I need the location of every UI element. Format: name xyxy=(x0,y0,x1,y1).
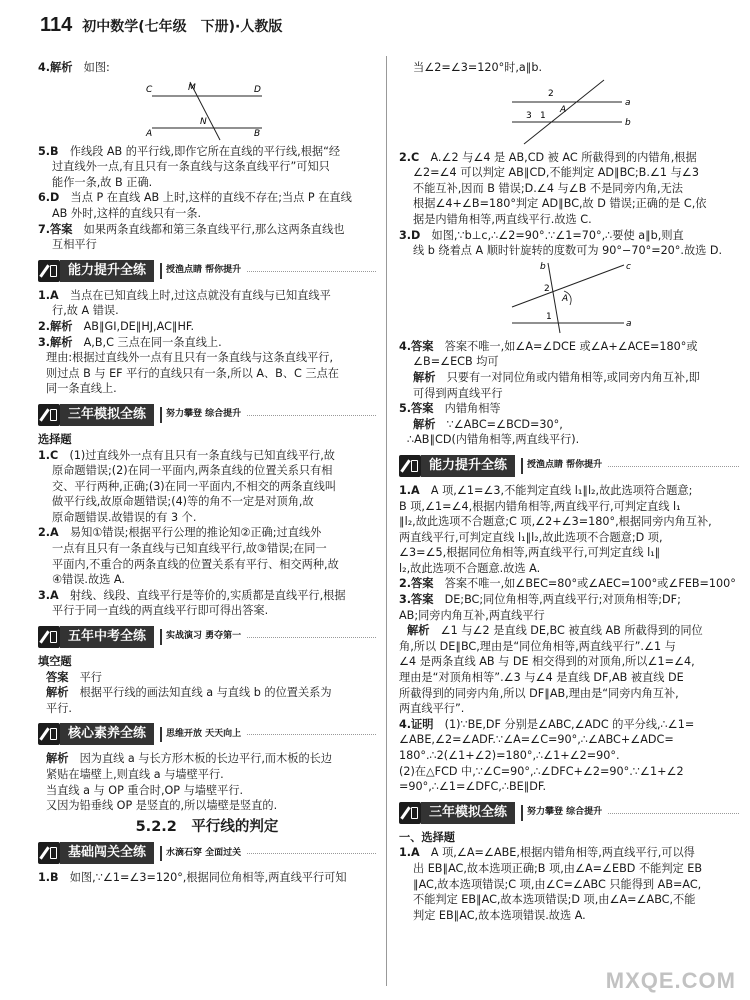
fill-title: 填空题 xyxy=(38,655,72,669)
figure-lines-a-b-transversal xyxy=(504,78,634,148)
pen-icon xyxy=(38,842,60,864)
answer-5: 5.B 作线段 AB 的平行线,即作它所在直线的平行线,根据“经 xyxy=(38,144,341,158)
svg-text:a: a xyxy=(625,97,631,108)
ability-3: 3.解析 A,B,C 三点在同一条直线上. xyxy=(38,335,222,349)
page-number: 114 xyxy=(40,14,73,36)
pen-icon xyxy=(38,404,60,426)
figure-rotation xyxy=(504,261,634,337)
section-banner-mock-right: 三年模拟全练 努力攀登 综合提升 xyxy=(399,802,739,824)
svg-text:1: 1 xyxy=(546,311,552,322)
svg-text:A: A xyxy=(562,293,569,304)
mock-1: 1.C (1)过直线外一点有且只有一条直线与已知直线平行,故 xyxy=(38,448,335,462)
right-column: 当∠2=∠3=120°时,a∥b. 2 A 3 1 a b 2.C A.∠2 与∠4 是 AB,CD 被 AC 所截得到的内错角,根据 ∠2=∠4 可以判定 AB∥CD,不能判定 AD∥BC;B.∠1 与∠3 不能互补,因而 B 错误;D.∠4 与∠B 不是同旁内角,无法 根据∠4+∠B=180°判定 AD∥BC,故 D 错误;正确的是 C,依 据是内错角相等,两直线平行.故选 C. 3.D 如图,∵b⊥c,∴∠2=90°.∵∠1=70°,∴要使 a∥b,则直 线 b 绕着点 A 顺时针旋转的度数可为 90°−70°=20°.故选 D. b c 2 A 1 a 4.答案 答案不唯一,如∠A=∠DCE 或∠A+∠ACE=180°或 ∠B=∠ECB 均可 解析 只要有一对同位角或内错角相等,或同旁内角互补,即 可得到两直线平行 5.答案 内错角相等 解析 ∵∠ABC=∠BCD=30°, ∴AB∥CD(内错角相等,两直线平行). 能力提升全练 授渔点睛 帮你提升 1.A A 项,∠1=∠3,不能判定直线 l₁∥l₂,故此选项符合题意; B 项,∠1=∠4,根据内错角相等,两直线平行,可判定直线 l₁ ∥l₂,故此选项不合题意;C 项,∠2+∠3=180°,根据同旁内角互补, 两直线平行,可判定直线 l₁∥l₂,故此选项不合题意;D 项, ∠3=∠5,根据同位角相等,两直线平行,可判定直线 l₁∥ l₂,故此选项不合题意.故选 A. 2.答案 答案不唯一,如∠BEC=80°或∠AEC=100°或∠FEB=100° 3.答案 DE;BC;同位角相等,两直线平行;对顶角相等;DF; AB;同旁内角互补,两直线平行 解析 ∠1 与∠2 是直线 DE,BC 被直线 AB 所截得到的同位 角,所以 DE∥BC,理由是“同位角相等,两直线平行”.∠1 与 ∠4 是两条直线 AB 与 DE 相交得到的对顶角,所以∠1=∠4, 理由是“对顶角相等”.∠3 与∠4 是直线 DF,AB 被直线 DE 所截得到的同旁内角,所以 DF∥AB,理由是“同旁内角互补, 两直线平行”. 4.证明 (1)∵BE,DF 分别是∠ABC,∠ADC 的平分线,∴∠1= ∠ABE,∠2=∠ADF.∵∠A=∠C=90°,∴∠ABC+∠ADC= 180°.∴2(∠1+∠2)=180°,∴∠1+∠2=90°. (2)在△FCD 中,∵∠C=90°,∴∠DFC+∠2=90°.∵∠1+∠2 =90°,∴∠1=∠DFC,∴BE∥DF. 三年模拟全练 努力攀登 综合提升 一、选择题 1.A A 项,∠A=∠ABE,根据内错角相等,两直线平行,可以得 出 EB∥AC,故本选项正确;B 项,由∠A=∠EBD 不能判定 EB ∥AC,故本选项错误;C 项,由∠C=∠ABC 只能得到 AB=AC, 不能判定 EB∥AC,故本选项错误;D 项,由∠A=∠ABC,不能 判定 EB∥AC,故本选项错误.故选 A. xyxy=(399,60,739,923)
ability-2: 2.解析 AB∥GI,DE∥HJ,AC∥HF. xyxy=(38,319,195,333)
book-title: 初中数学(七年级 下册)·人教版 xyxy=(82,19,283,35)
section-banner-ability: 能力提升全练 授渔点睛 帮你提升 xyxy=(38,260,376,282)
svg-text:1: 1 xyxy=(540,110,546,121)
ability-right-3: 3.答案 DE;BC;同位角相等,两直线平行;对顶角相等;DF; xyxy=(399,593,681,607)
section-banner-mock: 三年模拟全练 努力攀登 综合提升 xyxy=(38,404,376,426)
svg-text:b: b xyxy=(540,261,546,272)
answer-6: 6.D 当点 P 在直线 AB 上时,这样的直线不存在;当点 P 在直线 xyxy=(38,191,352,205)
section-banner-core: 核心素养全练 思维开放 天天向上 xyxy=(38,723,376,745)
section-banner-ability-right: 能力提升全练 授渔点睛 帮你提升 xyxy=(399,455,739,477)
watermark: MXQE.COM xyxy=(605,968,736,993)
answer-2c: 2.C A.∠2 与∠4 是 AB,CD 被 AC 所截得到的内错角,根据 xyxy=(399,150,697,164)
svg-text:2: 2 xyxy=(548,88,554,99)
ability-1: 1.A 当点在已知直线上时,过这点就没有直线与已知直线平 xyxy=(38,288,331,302)
pen-icon xyxy=(399,802,421,824)
answer-3d: 3.D 如图,∵b⊥c,∴∠2=90°.∵∠1=70°,∴要使 a∥b,则直 xyxy=(399,228,684,242)
section-banner-basic: 基础闯关全练 水滴石穿 全面过关 xyxy=(38,842,376,864)
page-header xyxy=(40,14,282,42)
basic-1: 1.B 如图,∵∠1=∠3=120°,根据同位角相等,两直线平行可知 xyxy=(38,871,347,885)
svg-text:M: M xyxy=(188,82,196,93)
svg-text:B: B xyxy=(254,128,261,139)
section-banner-exam: 五年中考全练 实战演习 勇夺第一 xyxy=(38,626,376,648)
answer-7: 7.答案 如果两条直线都和第三条直线平行,那么这两条直线也 xyxy=(38,222,345,236)
pen-icon xyxy=(38,260,60,282)
mock-2: 2.A 易知①错误;根据平行公理的推论知②正确;过直线外 xyxy=(38,526,322,540)
pen-icon xyxy=(38,723,60,745)
svg-text:N: N xyxy=(200,116,207,127)
core-analysis: 解析 因为直线 a 与长方形木板的长边平行,而木板的长边 xyxy=(46,752,333,766)
svg-text:c: c xyxy=(626,261,631,272)
ability-right-2: 2.答案 答案不唯一,如∠BEC=80°或∠AEC=100°或∠FEB=100° xyxy=(399,577,736,591)
svg-text:A: A xyxy=(560,104,567,115)
answer-4: 4.解析 如图: xyxy=(38,61,110,74)
figure-parallel-lines-cd-ab xyxy=(142,78,272,142)
ability-right-1: 1.A A 项,∠1=∠3,不能判定直线 l₁∥l₂,故此选项符合题意; xyxy=(399,483,693,497)
svg-text:a: a xyxy=(626,318,632,329)
basic-1-continued: 当∠2=∠3=120°时,a∥b. xyxy=(413,61,543,74)
fill-answer: 答案 平行 xyxy=(46,670,102,684)
fill-analysis: 解析 根据平行线的画法知直线 a 与直线 b 的位置关系为 xyxy=(46,686,332,700)
ability-right-4: 4.证明 (1)∵BE,DF 分别是∠ABC,∠ADC 的平分线,∴∠1= xyxy=(399,717,695,731)
mock-3: 3.A 射线、线段、直线平行是等价的,实质都是直线平行,根据 xyxy=(38,588,346,602)
column-divider xyxy=(386,56,387,986)
left-column: 4.解析 如图: C M D A N B 5.B 作线段 AB 的平行线,即作它所在直线的平行线,根据“经 过直线外一点,有且只有一条直线与这条直线平行”可知只 能作一条,故 B 正确. 6.D 当点 P 在直线 AB 上时,这样的直线不存在;当点 P 在直线 AB 外时,这样的直线只有一条. 7.答案 如果两条直线都和第三条直线平行,那么这两条直线也 互相平行 能力提升全练 授渔点睛 帮你提升 1.A 当点在已知直线上时,过这点就没有直线与已知直线平 行,故 A 错误. 2.解析 AB∥GI,DE∥HJ,AC∥HF. 3.解析 A,B,C 三点在同一条直线上. 理由:根据过直线外一点有且只有一条直线与这条直线平行, 则过点 B 与 EF 平行的直线只有一条,所以 A、B、C 三点在 同一条直线上. 三年模拟全练 努力攀登 综合提升 选择题 1.C (1)过直线外一点有且只有一条直线与已知直线平行,故 原命题错误;(2)在同一平面内,两条直线的位置关系只有相 交、平行两种,正确;(3)在同一平面内,不相交的两条直线叫 做平行线,故原命题错误;(4)等的角不一定是对顶角,故 原命题错误.故错误的有 3 个. 2.A 易知①错误;根据平行公理的推论知②正确;过直线外 一点有且只有一条直线与已知直线平行,故③错误;在同一 平面内,不重合的两条直线的位置关系有平行、相交两种,故 ④错误.故选 A. 3.A 射线、线段、直线平行是等价的,实质都是直线平行,根据 平行于同一直线的两直线平行即可得出答案. 五年中考全练 实战演习 勇夺第一 填空题 答案 平行 解析 根据平行线的画法知直线 a 与直线 b 的位置关系为 平行. 核心素养全练 思维开放 天天向上 解析 因为直线 a 与长方形木板的长边平行,而木板的长边 紧贴在墙壁上,则直线 a 与墙壁平行. 当直线 a 与 OP 重合时,OP 与墙壁平行. 又因为铅垂线 OP 是竖直的,所以墙壁是竖直的. 5.2.2 平行线的判定 基础闯关全练 水滴石穿 全面过关 1.B 如图,∵∠1=∠3=120°,根据同位角相等,两直线平行可知 xyxy=(38,60,376,886)
mock-right-1: 1.A A 项,∠A=∠ABE,根据内错角相等,两直线平行,可以得 xyxy=(399,846,695,860)
svg-text:D: D xyxy=(254,84,261,95)
right-choice-title: 一、选择题 xyxy=(399,830,455,844)
answer-4-right: 4.答案 答案不唯一,如∠A=∠DCE 或∠A+∠ACE=180°或 xyxy=(399,339,698,353)
lesson-heading: 5.2.2 平行线的判定 xyxy=(135,818,279,835)
svg-text:A: A xyxy=(146,128,153,139)
answer-5-right: 5.答案 内错角相等 xyxy=(399,402,501,416)
choice-title: 选择题 xyxy=(38,432,72,446)
svg-text:2: 2 xyxy=(544,283,550,294)
svg-text:C: C xyxy=(146,84,153,95)
svg-text:b: b xyxy=(625,117,631,128)
svg-text:3: 3 xyxy=(526,110,532,121)
pen-icon xyxy=(399,455,421,477)
pen-icon xyxy=(38,626,60,648)
